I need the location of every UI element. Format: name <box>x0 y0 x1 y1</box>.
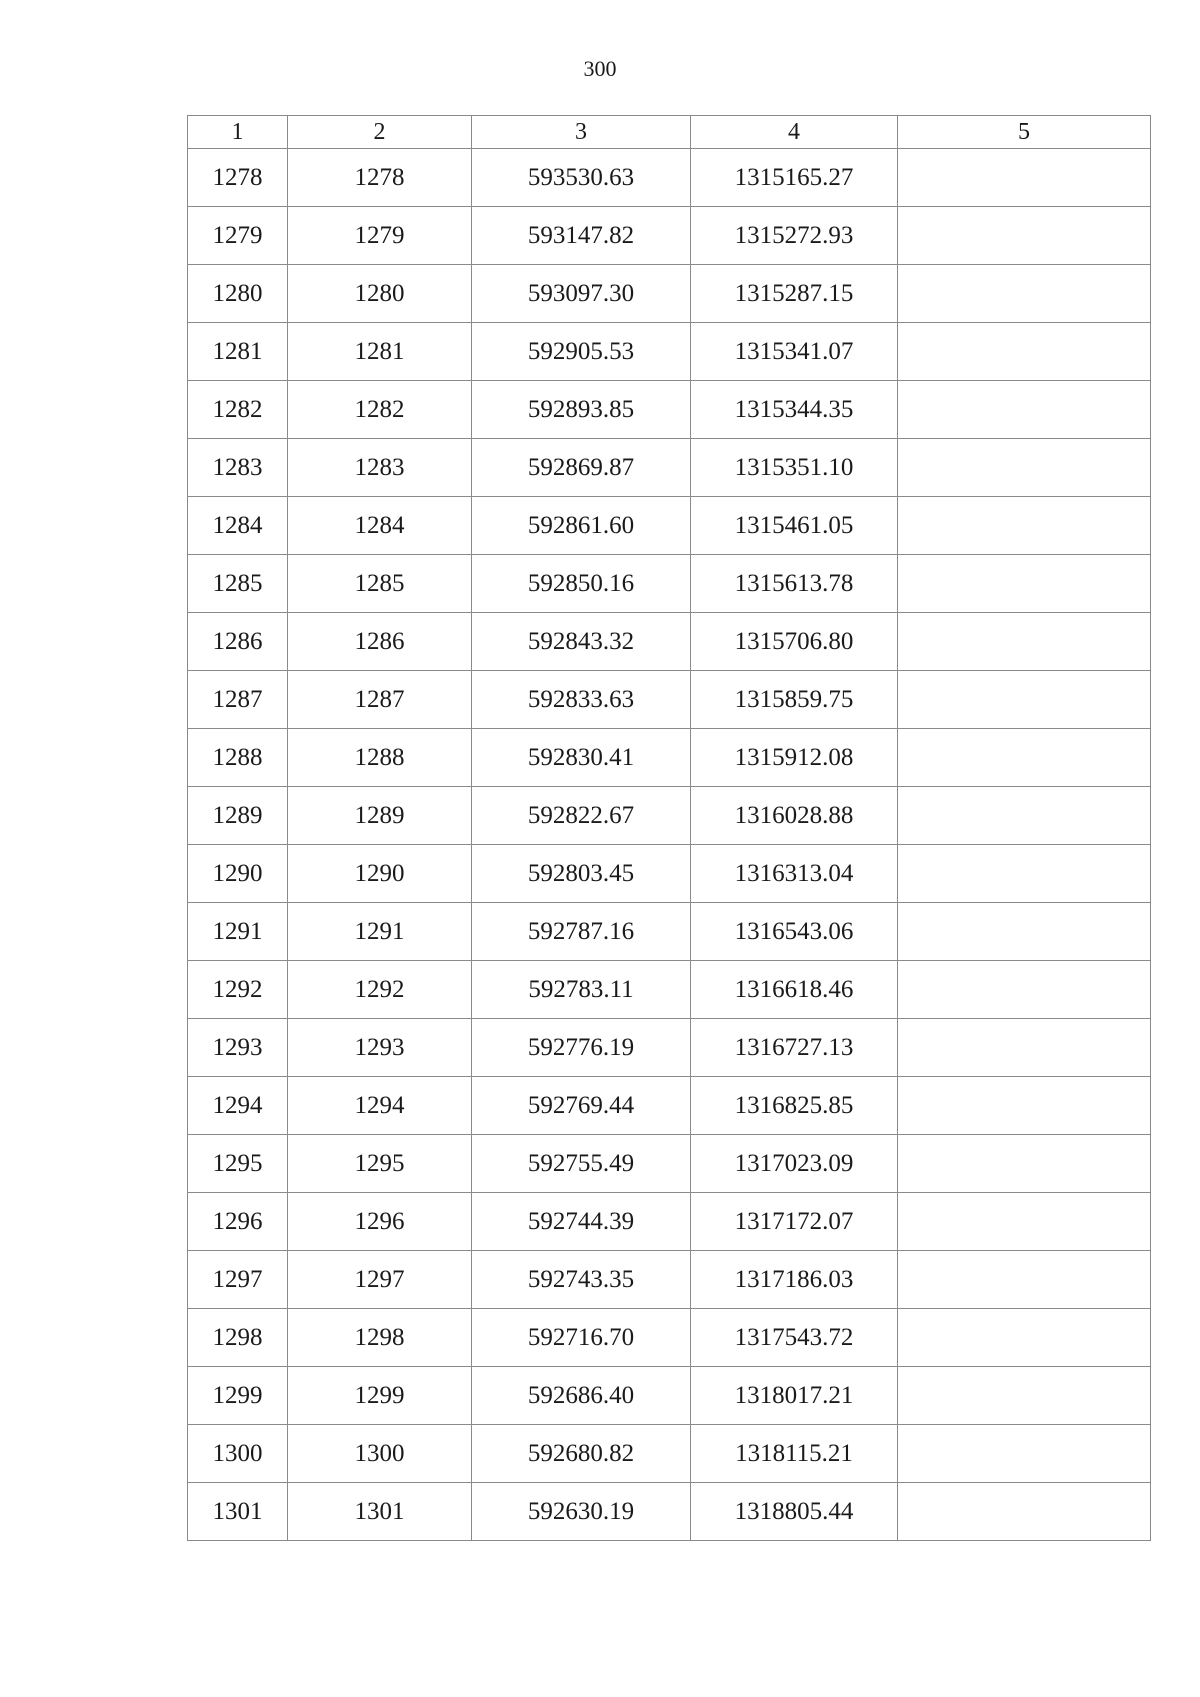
table-cell: 592783.11 <box>472 961 691 1019</box>
table-cell <box>898 1019 1151 1077</box>
table-cell: 1285 <box>188 555 288 613</box>
table-cell: 1283 <box>288 439 472 497</box>
table-cell: 1281 <box>288 323 472 381</box>
table-cell <box>898 671 1151 729</box>
table-cell: 1291 <box>288 903 472 961</box>
table-row <box>188 1251 1151 1309</box>
table-row <box>188 149 1151 207</box>
table-cell: 1281 <box>188 323 288 381</box>
column-header: 2 <box>288 116 472 149</box>
table-cell: 592755.49 <box>472 1135 691 1193</box>
table-row <box>188 1309 1151 1367</box>
table-cell: 1315272.93 <box>691 207 898 265</box>
table-row <box>188 555 1151 613</box>
table-cell: 1293 <box>288 1019 472 1077</box>
table-cell: 1291 <box>188 903 288 961</box>
table-body <box>188 149 1151 1541</box>
column-header: 1 <box>188 116 288 149</box>
table-cell: 1300 <box>288 1425 472 1483</box>
table-cell <box>898 729 1151 787</box>
table-row <box>188 961 1151 1019</box>
table-cell <box>898 149 1151 207</box>
table-cell <box>898 613 1151 671</box>
table-row <box>188 1193 1151 1251</box>
table-cell: 1301 <box>288 1483 472 1541</box>
table-cell: 1318115.21 <box>691 1425 898 1483</box>
table-cell: 1298 <box>188 1309 288 1367</box>
table-row <box>188 381 1151 439</box>
table-cell: 1317023.09 <box>691 1135 898 1193</box>
table-row <box>188 497 1151 555</box>
table-cell: 593147.82 <box>472 207 691 265</box>
table-cell: 1296 <box>188 1193 288 1251</box>
table-cell: 1297 <box>288 1251 472 1309</box>
table-cell <box>898 787 1151 845</box>
table-cell: 1284 <box>188 497 288 555</box>
table-cell: 1285 <box>288 555 472 613</box>
table-cell: 593097.30 <box>472 265 691 323</box>
table-cell <box>898 845 1151 903</box>
table-row <box>188 207 1151 265</box>
table-cell <box>898 903 1151 961</box>
table-cell: 1290 <box>188 845 288 903</box>
table-cell: 1317186.03 <box>691 1251 898 1309</box>
table-cell: 1315461.05 <box>691 497 898 555</box>
table-cell: 1317172.07 <box>691 1193 898 1251</box>
table-cell <box>898 1309 1151 1367</box>
table-cell: 1318805.44 <box>691 1483 898 1541</box>
table-cell: 592769.44 <box>472 1077 691 1135</box>
column-header: 5 <box>898 116 1151 149</box>
coordinates-table <box>187 115 1151 1541</box>
table-cell <box>898 381 1151 439</box>
table-cell <box>898 439 1151 497</box>
table-cell: 592861.60 <box>472 497 691 555</box>
table-cell: 1300 <box>188 1425 288 1483</box>
table-cell: 1283 <box>188 439 288 497</box>
column-header: 4 <box>691 116 898 149</box>
table-row <box>188 613 1151 671</box>
table-cell <box>898 1425 1151 1483</box>
table-cell <box>898 1135 1151 1193</box>
table-row <box>188 323 1151 381</box>
table-cell: 1280 <box>288 265 472 323</box>
table-cell: 592716.70 <box>472 1309 691 1367</box>
table-cell <box>898 497 1151 555</box>
table-cell: 592787.16 <box>472 903 691 961</box>
table-row <box>188 671 1151 729</box>
table-cell: 592776.19 <box>472 1019 691 1077</box>
table-cell: 1289 <box>288 787 472 845</box>
table-cell: 1278 <box>188 149 288 207</box>
table-cell: 592905.53 <box>472 323 691 381</box>
table-cell: 592833.63 <box>472 671 691 729</box>
table-cell: 1296 <box>288 1193 472 1251</box>
table-cell: 1295 <box>288 1135 472 1193</box>
table-cell: 592680.82 <box>472 1425 691 1483</box>
column-header: 3 <box>472 116 691 149</box>
table-cell: 1294 <box>188 1077 288 1135</box>
table-cell <box>898 207 1151 265</box>
table-cell: 1316727.13 <box>691 1019 898 1077</box>
table-cell <box>898 555 1151 613</box>
table-cell: 592843.32 <box>472 613 691 671</box>
header-row <box>188 116 1151 149</box>
table-cell: 1315706.80 <box>691 613 898 671</box>
table-cell: 593530.63 <box>472 149 691 207</box>
table-cell <box>898 265 1151 323</box>
table-cell: 1316028.88 <box>691 787 898 845</box>
table-cell: 592686.40 <box>472 1367 691 1425</box>
table-cell: 1284 <box>288 497 472 555</box>
table-cell: 592630.19 <box>472 1483 691 1541</box>
table-cell <box>898 1077 1151 1135</box>
table-cell: 1318017.21 <box>691 1367 898 1425</box>
table-cell: 592830.41 <box>472 729 691 787</box>
table-cell: 1286 <box>288 613 472 671</box>
table-row <box>188 1019 1151 1077</box>
table-cell: 1288 <box>288 729 472 787</box>
table-cell: 1295 <box>188 1135 288 1193</box>
page-number: 300 <box>583 56 617 81</box>
table-cell <box>898 961 1151 1019</box>
table-cell <box>898 323 1151 381</box>
table-cell: 1293 <box>188 1019 288 1077</box>
table-cell <box>898 1483 1151 1541</box>
table-cell: 1287 <box>288 671 472 729</box>
table-cell: 1299 <box>288 1367 472 1425</box>
table-cell: 1316618.46 <box>691 961 898 1019</box>
table-cell <box>898 1367 1151 1425</box>
table-cell: 1292 <box>188 961 288 1019</box>
table-cell: 1294 <box>288 1077 472 1135</box>
table-cell: 592869.87 <box>472 439 691 497</box>
table-cell: 592803.45 <box>472 845 691 903</box>
table-cell: 1278 <box>288 149 472 207</box>
table-cell: 1315341.07 <box>691 323 898 381</box>
table-cell: 1315912.08 <box>691 729 898 787</box>
table-cell: 592893.85 <box>472 381 691 439</box>
table-cell: 1298 <box>288 1309 472 1367</box>
table-cell: 1315859.75 <box>691 671 898 729</box>
table-cell: 1315613.78 <box>691 555 898 613</box>
table-cell: 1301 <box>188 1483 288 1541</box>
table-cell: 1288 <box>188 729 288 787</box>
table-cell: 1289 <box>188 787 288 845</box>
table-cell: 1290 <box>288 845 472 903</box>
table-cell: 592744.39 <box>472 1193 691 1251</box>
table-cell: 1297 <box>188 1251 288 1309</box>
table-cell: 1279 <box>288 207 472 265</box>
table-cell: 1315165.27 <box>691 149 898 207</box>
table-row <box>188 903 1151 961</box>
table-row <box>188 1367 1151 1425</box>
table-row <box>188 439 1151 497</box>
table-cell: 1315287.15 <box>691 265 898 323</box>
table-cell: 1282 <box>288 381 472 439</box>
table-cell: 1317543.72 <box>691 1309 898 1367</box>
table-row <box>188 729 1151 787</box>
table-cell: 1286 <box>188 613 288 671</box>
table-cell: 592822.67 <box>472 787 691 845</box>
table-cell <box>898 1251 1151 1309</box>
table-cell: 1315351.10 <box>691 439 898 497</box>
table-cell <box>898 1193 1151 1251</box>
table-row <box>188 265 1151 323</box>
table-cell: 1287 <box>188 671 288 729</box>
table-cell: 1282 <box>188 381 288 439</box>
table-cell: 1279 <box>188 207 288 265</box>
table-cell: 1316543.06 <box>691 903 898 961</box>
table-header <box>188 116 1151 149</box>
table-row <box>188 787 1151 845</box>
table-row <box>188 845 1151 903</box>
table-row <box>188 1077 1151 1135</box>
table-cell: 1315344.35 <box>691 381 898 439</box>
table-row <box>188 1483 1151 1541</box>
table-cell: 592850.16 <box>472 555 691 613</box>
table-row <box>188 1135 1151 1193</box>
table-cell: 1316825.85 <box>691 1077 898 1135</box>
table-cell: 1292 <box>288 961 472 1019</box>
table-cell: 592743.35 <box>472 1251 691 1309</box>
table-cell: 1316313.04 <box>691 845 898 903</box>
table-row <box>188 1425 1151 1483</box>
table-cell: 1299 <box>188 1367 288 1425</box>
table-cell: 1280 <box>188 265 288 323</box>
